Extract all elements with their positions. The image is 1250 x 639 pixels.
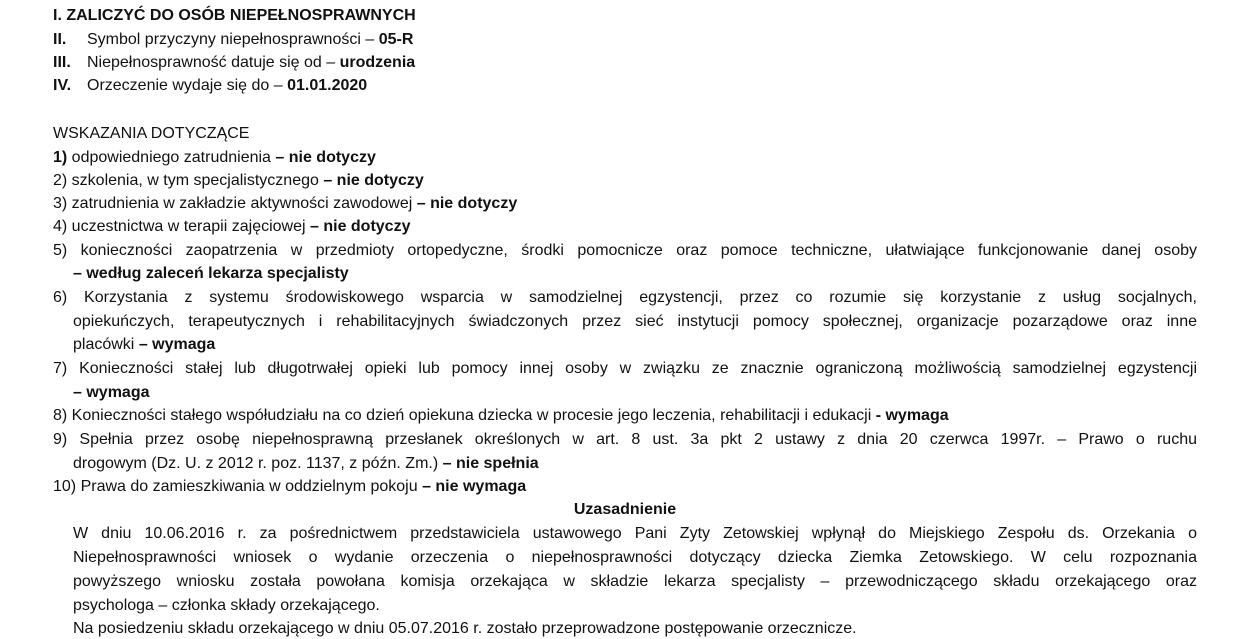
item-value: 05-R (378, 31, 414, 48)
item-text: odpowiedniego zatrudnienia (67, 149, 276, 166)
item-value: urodzenia (339, 54, 416, 71)
item-value: – nie dotyczy (275, 149, 376, 166)
item-value: – nie dotyczy (310, 218, 411, 235)
item-value: - wymaga (875, 407, 949, 424)
item-text: 8) Konieczności stałego współudziału na co dzień opiekuna dziecka w procesie jego leczenia, rehabilitacji i edukacji (53, 407, 876, 424)
indication-item-6-line3 (73, 335, 215, 355)
justification-paragraph-line: W dniu 10.06.2016 r. za pośrednictwem przedstawiciela ustawowego Pani Zyty Zetowskiej wpłynął do Miejskiego Zespołu ds. Orzekania o (73, 525, 1197, 542)
item-number: II. (53, 31, 67, 48)
item-text: 3) zatrudnienia w zakładzie aktywności zawodowej (53, 195, 417, 212)
item-number: 1) (53, 149, 68, 166)
decision-item-symbol (53, 30, 413, 50)
indication-item-9: 9) Spełnia przez osobę niepełnosprawną przesłanek określonych w art. 8 ust. 3a pkt 2 ustawy z dnia 20 czerwca 1997r. – Prawo o ruchu (53, 431, 1197, 448)
indication-item-4 (53, 217, 410, 237)
indication-item-9-line2 (73, 454, 539, 474)
decision-item-onset (53, 53, 415, 73)
justification-heading: Uzasadnienie (573, 501, 677, 518)
indication-item-7: 7) Konieczności stałej lub długotrwałej opieki lub pomocy innej osoby w związku ze znacznie ograniczoną możliwością samodzielnej egzystencji (53, 360, 1197, 377)
item-text: drogowym (Dz. U. z 2012 r. poz. 1137, z późn. Zm.) (73, 455, 443, 472)
item-value: – nie dotyczy (323, 172, 424, 189)
decision-item-valid-until (53, 76, 367, 96)
item-text: Niepełnosprawność datuje się od – (87, 54, 340, 71)
indication-item-6: 6) Korzystania z systemu środowiskowego wsparcia w samodzielnej egzystencji, przez co rozumie się korzystanie z usług socjalnych, (53, 289, 1197, 306)
indication-item-1 (53, 148, 376, 168)
justification-paragraph-line: Niepełnosprawności wniosek o wydanie orzeczenia o niepełnosprawności dotyczący dziecka Ziemka Zetowskiego. W celu rozpoznania (73, 549, 1197, 566)
item-value: – nie dotyczy (416, 195, 518, 212)
item-text: 10) Prawa do zamieszkiwania w oddzielnym pokoju (53, 478, 423, 495)
item-value: 01.01.2020 (287, 77, 368, 94)
indication-item-3 (53, 194, 517, 214)
item-value: – wymaga (138, 336, 216, 353)
item-value: – nie wymaga (422, 478, 527, 495)
item-text: 2) szkolenia, w tym specjalistycznego (53, 172, 324, 189)
item-number: III. (53, 54, 71, 71)
indication-item-5-value: – według zaleceń lekarza specjalisty (73, 265, 349, 282)
indication-item-7-value: – wymaga (73, 384, 150, 401)
justification-paragraph-line: Na posiedzeniu składu orzekającego w dniu 05.07.2016 r. zostało przeprowadzone postępowanie orzecznicze. (73, 620, 857, 637)
indications-heading: WSKAZANIA DOTYCZĄCE (53, 125, 250, 142)
justification-paragraph-line: powyższego wniosku została powołana komisja orzekająca w składzie lekarza specjalisty – przewodniczącego składu orzekającego oraz (73, 573, 1197, 590)
item-text: placówki (73, 336, 139, 353)
indication-item-8 (53, 406, 949, 426)
item-value: – nie spełnia (442, 455, 539, 472)
indication-item-6-line2: opiekuńczych, terapeutycznych i rehabilitacyjnych świadczonych przez sieć instytucji pomocy społecznej, organizacje pozarządowe oraz inne (73, 313, 1197, 330)
decision-heading: I. ZALICZYĆ DO OSÓB NIEPEŁNOSPRAWNYCH (53, 7, 416, 24)
item-text: Orzeczenie wydaje się do – (87, 77, 288, 94)
item-number: IV. (53, 77, 72, 94)
indication-item-10 (53, 477, 526, 497)
indication-item-5: 5) konieczności zaopatrzenia w przedmioty ortopedyczne, środki pomocnicze oraz pomoce techniczne, ułatwiające funkcjonowanie danej osoby (53, 242, 1197, 259)
item-text: Symbol przyczyny niepełnosprawności – (87, 31, 379, 48)
indication-item-2 (53, 171, 424, 191)
item-text: 4) uczestnictwa w terapii zajęciowej (53, 218, 310, 235)
justification-paragraph-line: psychologa – członka składy orzekającego. (73, 597, 380, 614)
